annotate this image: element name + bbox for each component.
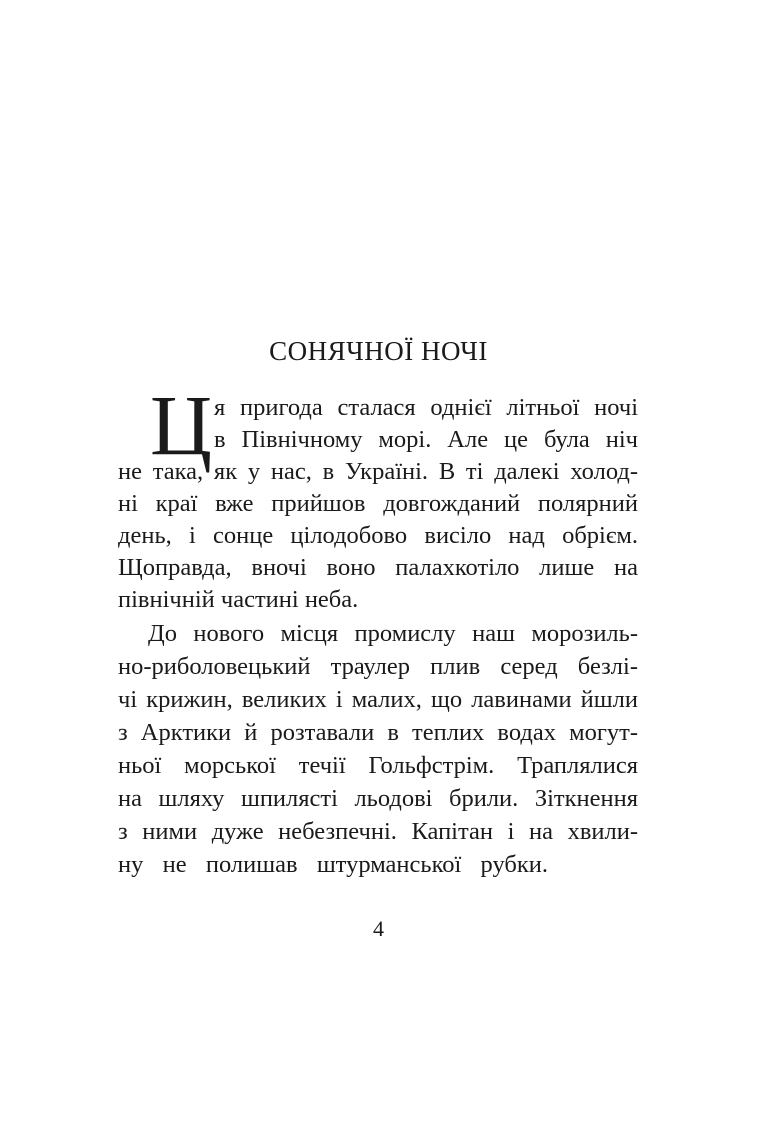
page-number: 4 — [373, 916, 384, 941]
text-line: в Північному морі. Але це була ніч — [214, 426, 638, 453]
text-line: на шляху шпилясті льодові брили. Зіткнення — [118, 785, 638, 812]
text-line: ні краї вже прийшов довгожданий полярний — [118, 490, 638, 517]
text-line: північній частині неба. — [118, 586, 359, 613]
text-line: я пригода сталася однієї літньої ночі — [214, 394, 638, 421]
text-line: Щоправда, вночі воно палахкотіло лише на — [118, 554, 638, 581]
text-line: з Арктики й розтавали в теплих водах могут- — [118, 719, 638, 746]
text-line: До нового місця промислу наш морозиль- — [148, 620, 638, 647]
drop-cap: Ц — [150, 377, 213, 473]
text-line: день, і сонце цілодобово висіло над обрієм. — [118, 522, 638, 549]
text-line: з ними дуже небезпечні. Капітан і на хвили- — [118, 818, 638, 845]
text-line: ньої морської течії Гольфстрім. Траплялися — [118, 752, 638, 779]
text-line: но-риболовецький траулер плив серед безлі- — [118, 653, 638, 680]
text-line: ну не полишав штурманської рубки. — [118, 851, 548, 878]
chapter-title: СОНЯЧНОЇ НОЧІ — [269, 336, 488, 366]
text-line: чі крижин, великих і малих, що лавинами йшли — [118, 686, 638, 713]
text-line: не така, як у нас, в Україні. В ті далекі холод- — [118, 458, 638, 485]
